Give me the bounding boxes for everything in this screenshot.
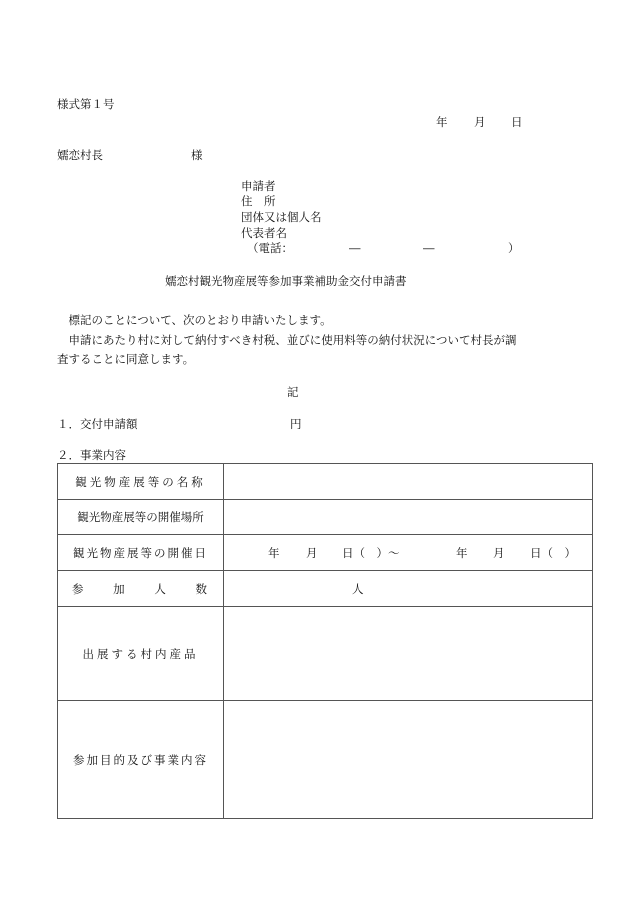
row-label-event-date: 観光物産展等の開催日	[58, 535, 224, 571]
body-line-2: 申請にあたり村に対して納付すべき村税、並びに使用料等の納付状況について村長が調	[57, 333, 517, 347]
purpose-field[interactable]	[224, 701, 593, 819]
date-month: 月	[474, 115, 486, 129]
form-number: 様式第１号	[57, 97, 115, 111]
item-2-label: ２．事業内容	[57, 448, 126, 462]
event-venue-field[interactable]	[224, 500, 593, 535]
phone-dash-1: ―	[349, 241, 361, 255]
date-day-1: 日（ ）～	[342, 545, 400, 560]
project-content-table	[57, 463, 593, 819]
table-row	[58, 607, 593, 701]
honorific: 様	[191, 148, 203, 162]
date-day: 日	[511, 115, 523, 129]
date-year-1: 年	[268, 545, 280, 560]
participants-char-2: 加	[113, 581, 125, 596]
table-row	[58, 535, 593, 571]
applicant-representative: 代表者名	[241, 226, 287, 240]
phone-open: （電話：	[247, 241, 293, 255]
participants-char-3: 人	[154, 581, 166, 596]
row-label-participants	[58, 571, 224, 607]
addressee: 嬬恋村長	[57, 148, 103, 162]
document-title: 嬬恋村観光物産展等参加事業補助金交付申請書	[165, 274, 407, 288]
table-row	[58, 500, 593, 535]
body-line-1: 標記のことについて、次のとおり申請いたします。	[57, 313, 332, 327]
table-row	[58, 464, 593, 500]
date-year: 年	[436, 115, 448, 129]
participants-field[interactable]	[224, 571, 593, 607]
participants-unit: 人	[352, 581, 364, 596]
row-label-purpose: 参加目的及び事業内容	[58, 701, 224, 819]
phone-close: ）	[508, 241, 520, 255]
row-label-event-venue: 観光物産展等の開催場所	[58, 500, 224, 535]
ki-heading: 記	[287, 385, 299, 399]
products-field[interactable]	[224, 607, 593, 701]
body-line-3: 査することに同意します。	[57, 352, 195, 366]
date-year-2: 年	[456, 545, 468, 560]
table-row	[58, 701, 593, 819]
participants-char-1: 参	[72, 581, 84, 596]
applicant-organization: 団体又は個人名	[241, 210, 322, 224]
row-label-event-name: 観光物産展等の名称	[58, 464, 224, 500]
applicant-address: 住 所	[241, 194, 276, 208]
phone-dash-2: ―	[423, 241, 435, 255]
date-day-2: 日（ ）	[530, 545, 576, 560]
applicant-label: 申請者	[241, 179, 276, 193]
event-name-field[interactable]	[224, 464, 593, 500]
date-month-1: 月	[306, 545, 318, 560]
item-1-label: １．交付申請額	[57, 417, 138, 431]
date-month-2: 月	[493, 545, 505, 560]
event-date-field[interactable]	[224, 535, 593, 571]
participants-char-4: 数	[195, 581, 207, 596]
item-1-unit: 円	[290, 417, 302, 431]
table-row	[58, 571, 593, 607]
row-label-products: 出展する村内産品	[58, 607, 224, 701]
